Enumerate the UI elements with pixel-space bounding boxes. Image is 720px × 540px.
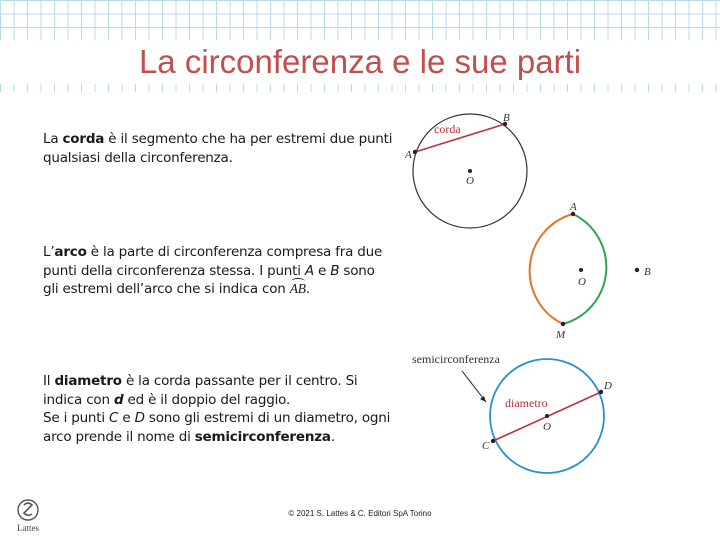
semicircle-pointer-head [480,396,486,402]
semicircle-label: semicirconferenza [412,352,500,366]
arc-point-a: A [304,262,314,279]
diameter-center-dot [545,414,549,418]
diam-text-5: e [118,410,135,426]
diam-text-6: sono gli estremi di un diametro, ogni arco prende il nome di [43,410,391,445]
arc-term: arco [54,244,87,260]
diam-point-d: D [134,410,145,426]
diam-text-3: ed è il doppio del raggio. [123,391,291,408]
arc-text-1: L’ [43,244,55,260]
arc-label-m: M [556,329,566,341]
arc-point-m-dot [561,322,565,326]
arc-point-b: B [330,262,340,279]
diameter-term: diametro [54,373,122,389]
arc-text-4: sono gli estremi dell’arco che si indica con [43,262,375,297]
page-title: La circonferenza e le sue parti [0,40,720,84]
diameter-point-c-dot [491,439,495,443]
chord-label-o: O [466,175,474,187]
arc-label-a: A [570,201,577,213]
diam-text-2: è la corda passante per il centro. Si indica con [43,373,358,408]
chord-point-a-dot [413,150,417,154]
chord-figure [404,112,527,228]
chord-center-dot [468,169,472,173]
diameter-symbol: d [113,391,124,408]
diameter-figure [412,352,612,473]
diameter-label: diametro [505,396,548,410]
diameter-point-d-dot [599,390,603,394]
chord-text-1: La [43,131,63,147]
diameter-label-c: C [482,440,490,452]
diam-point-c: C [109,410,119,426]
diam-text-4: Se i punti [43,410,110,426]
logo-text: Lattes [17,523,39,533]
arc-text-2: è la parte di circonferenza compresa fra due punti della circonferenza stessa. I punti [43,244,383,279]
diam-text-1: Il [43,373,55,389]
publisher-logo [8,497,48,537]
arc-label-o: O [578,276,586,288]
copyright-footer: © 2021 S. Lattes & C. Editori SpA Torino [288,509,432,518]
arc-orange [530,214,573,324]
arc-center-dot [579,268,583,272]
arc-point-b-dot [635,268,639,272]
arc-symbol-letters: AB [289,281,306,296]
diam-text-7: . [330,428,335,445]
chord-label: corda [434,122,461,136]
arc-figure [530,201,651,341]
diameter-label-o: O [543,421,551,433]
arc-green [563,214,606,324]
arc-label-b: B [644,266,651,278]
chord-text-2: è il segmento che ha per estremi due punti qualsiasi della circonferenza. [43,131,393,166]
semicircle-term: semicirconferenza [194,428,331,445]
arc-text-5: . [305,281,310,297]
chord-label-b: B [503,112,510,124]
chord-label-a: A [405,149,412,161]
chord-term: corda [62,131,105,147]
arc-text-3: e [313,262,331,279]
diameter-label-d: D [604,380,612,392]
